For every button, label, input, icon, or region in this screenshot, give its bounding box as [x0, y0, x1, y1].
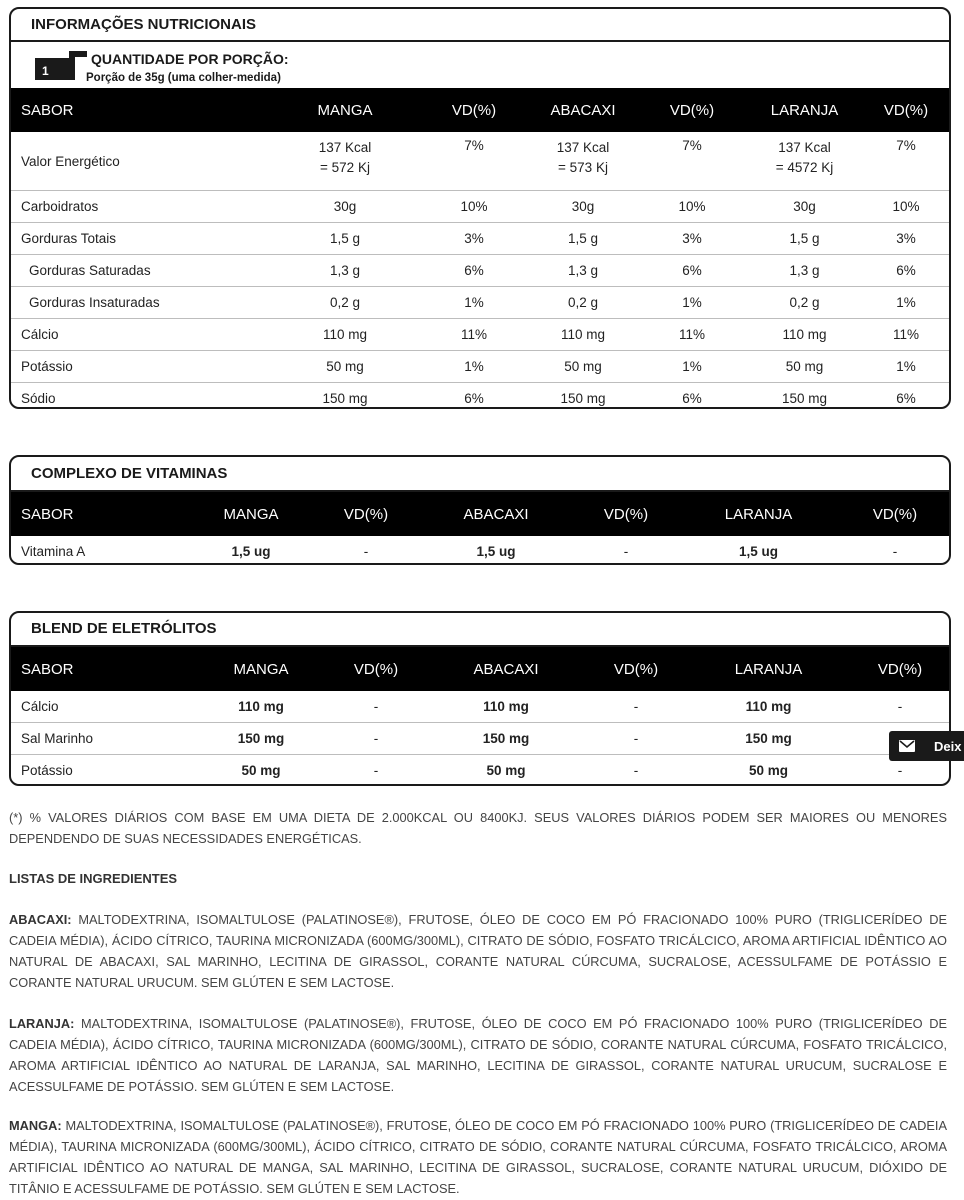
row-label: Gorduras Insaturadas [11, 287, 270, 319]
table-row [11, 383, 949, 410]
cell-vd: 7% [682, 138, 702, 153]
cell: 6% [420, 255, 528, 287]
cell: 11% [863, 319, 949, 351]
electrolytes-title: BLEND DE ELETRÓLITOS [11, 613, 949, 647]
cell: 1,3 g [528, 255, 638, 287]
header-abacaxi: ABACAXI [416, 492, 576, 536]
cell: 110 mg [483, 699, 529, 714]
cell: - [373, 699, 379, 714]
nutrition-card [9, 7, 951, 409]
header-manga: MANGA [186, 492, 316, 536]
cell: 1% [420, 351, 528, 383]
table-row [11, 287, 949, 319]
row-label: Valor Energético [21, 153, 120, 169]
cell: 1% [863, 287, 949, 319]
cell: 3% [420, 223, 528, 255]
ingredients-abacaxi-text: MALTODEXTRINA, ISOMALTULOSE (PALATINOSE®), FRUTOSE, ÓLEO DE COCO EM PÓ FRACIONADO 100% PURO (TRIGLICERÍDEO DE CADEIA MÉDIA), ÁCIDO CÍTRICO, TAURINA MICRONIZADA (600MG/300ML), CITRATO DE SÓDIO, FOSFATO TRICÁLCICO, AROMA ARTIFICIAL IDÊNTICO AO NATURAL DE ABACAXI, SAL MARINHO, LECITINA DE GIRASSOL, CORANTE NATURAL CÚRCUMA, SUCRALOSE, ACESSULFAME DE POTÁSSIO E CORANTE NATURAL URUCUM. SEM GLÚTEN E SEM LACTOSE. [9, 912, 947, 990]
cell: - [897, 699, 903, 714]
cell: 10% [638, 191, 746, 223]
cell: 11% [420, 319, 528, 351]
cell: 110 mg [746, 319, 863, 351]
feedback-tab-label: Deix [934, 738, 962, 754]
ingredients-manga-text: MALTODEXTRINA, ISOMALTULOSE (PALATINOSE®), FRUTOSE, ÓLEO DE COCO EM PÓ FRACIONADO 100% PURO (TRIGLICERÍDEO DE CADEIA MÉDIA), TAURINA MICRONIZADA (600MG/300ML), ÁCIDO CÍTRICO, CITRATO DE SÓDIO, CORANTE NATURAL CÚRCUMA, FOSFATO TRICÁLCICO, AROMA ARTIFICIAL IDÊNTICO AO NATURAL DE MANGA, SAL MARINHO, LECITINA DE GIRASSOL, SUCRALOSE, CORANTE NATURAL URUCUM, DIÓXIDO DE TITÂNIO E ACESSULFAME DE POTÁSSIO. SEM GLÚTEN E SEM LACTOSE. [9, 1118, 947, 1196]
cell: - [633, 699, 639, 714]
cell: - [851, 755, 949, 787]
header-sabor: SABOR [11, 647, 196, 691]
vitamins-title: COMPLEXO DE VITAMINAS [11, 457, 949, 492]
row-label: Gorduras Saturadas [11, 255, 270, 287]
row-label: Gorduras Totais [11, 223, 270, 255]
cell: - [363, 544, 369, 559]
cell: 110 mg [270, 319, 420, 351]
cell: 50 mg [746, 351, 863, 383]
header-vd: VD(%) [326, 647, 426, 691]
serving-title: QUANTIDADE POR PORÇÃO: [91, 51, 289, 67]
cell: 1,5 g [270, 223, 420, 255]
cell: 10% [863, 191, 949, 223]
cell: - [586, 723, 686, 755]
cell: 50 mg [270, 351, 420, 383]
row-label: Vitamina A [21, 544, 86, 559]
cell: - [586, 755, 686, 787]
cell: 6% [638, 383, 746, 410]
cell: 1,3 g [746, 255, 863, 287]
header-vd: VD(%) [841, 492, 949, 536]
cell-manga: 137 Kcal = 572 Kj [318, 140, 372, 175]
header-vd: VD(%) [316, 492, 416, 536]
table-row [11, 723, 949, 755]
cell: 1,5 g [528, 223, 638, 255]
cell: 150 mg [528, 383, 638, 410]
cell: 1,5 ug [738, 544, 778, 559]
row-label: Potássio [11, 755, 196, 787]
vitamins-table [11, 492, 949, 565]
cell: 6% [863, 383, 949, 410]
header-sabor: SABOR [11, 492, 186, 536]
cell: 110 mg [528, 319, 638, 351]
ingredients-laranja [9, 1013, 947, 1097]
row-label: Cálcio [11, 319, 270, 351]
table-row [11, 132, 949, 191]
table-row [11, 191, 949, 223]
cell: 1% [638, 351, 746, 383]
cell-laranja: 137 Kcal = 4572 Kj [775, 140, 834, 175]
cell: 1% [863, 351, 949, 383]
header-vd: VD(%) [576, 492, 676, 536]
cell: 150 mg [196, 723, 326, 755]
cell: 150 mg [270, 383, 420, 410]
cell: 150 mg [426, 723, 586, 755]
ingredients-abacaxi [9, 909, 947, 993]
footnote: (*) % VALORES DIÁRIOS COM BASE EM UMA DIETA DE 2.000KCAL OU 8400KJ. SEUS VALORES DIÁRIOS PODEM SER MAIORES OU MENORES DEPENDENDO DE SUAS NECESSIDADES ENERGÉTICAS. [9, 810, 947, 846]
table-header-row [11, 88, 949, 132]
cell: 6% [420, 383, 528, 410]
cell: - [326, 723, 426, 755]
cell: 30g [528, 191, 638, 223]
ingredients-laranja-text: MALTODEXTRINA, ISOMALTULOSE (PALATINOSE®), FRUTOSE, ÓLEO DE COCO EM PÓ FRACIONADO 100% PURO (TRIGLICERÍDEO DE CADEIA MÉDIA), ÁCIDO CÍTRICO, TAURINA MICRONIZADA (600MG/300ML), CITRATO DE SÓDIO, CORANTE NATURAL CÚRCUMA, FOSFATO TRICÁLCICO, AROMA ARTIFICIAL IDÊNTICO AO NATURAL DE LARANJA, SAL MARINHO, LECITINA DE GIRASSOL, CORANTE NATURAL URUCUM, SUCRALOSE E ACESSULFAME DE POTÁSSIO. SEM GLÚTEN E SEM LACTOSE. [9, 1016, 947, 1094]
cell: 110 mg [745, 699, 792, 714]
cell: 1,5 ug [476, 544, 516, 559]
cell: 0,2 g [528, 287, 638, 319]
cell: - [326, 755, 426, 787]
row-label: Sal Marinho [11, 723, 196, 755]
cell: 11% [638, 319, 746, 351]
cell: 50 mg [196, 755, 326, 787]
cell-vd: 7% [896, 138, 916, 153]
table-row [11, 319, 949, 351]
scoop-icon [31, 48, 89, 82]
header-vd: VD(%) [851, 647, 949, 691]
row-label: Carboidratos [11, 191, 270, 223]
cell: 1,5 g [746, 223, 863, 255]
cell: 3% [863, 223, 949, 255]
table-row [11, 223, 949, 255]
mail-icon [899, 740, 915, 752]
cell: 50 mg [686, 755, 851, 787]
cell: 1% [420, 287, 528, 319]
nutrition-title: INFORMAÇÕES NUTRICIONAIS [11, 9, 949, 42]
nutrition-table [11, 88, 949, 409]
cell: 0,2 g [270, 287, 420, 319]
header-abacaxi: ABACAXI [426, 647, 586, 691]
cell: 1% [638, 287, 746, 319]
cell: 30g [270, 191, 420, 223]
serving-subtitle: Porção de 35g (uma colher-medida) [86, 72, 281, 84]
cell: 30g [746, 191, 863, 223]
feedback-tab-button[interactable] [889, 731, 964, 761]
electrolytes-card [9, 611, 951, 786]
cell: - [623, 544, 629, 559]
ingredients-heading: LISTAS DE INGREDIENTES [9, 871, 178, 886]
cell: 110 mg [238, 699, 284, 714]
table-row [11, 755, 949, 787]
cell-abacaxi: 137 Kcal = 573 Kj [556, 140, 610, 175]
header-abacaxi: ABACAXI [528, 88, 638, 132]
ingredients-abacaxi-label: ABACAXI: [9, 912, 72, 927]
cell: 1,3 g [270, 255, 420, 287]
ingredients-manga [9, 1115, 947, 1199]
cell: 50 mg [426, 755, 586, 787]
scoop-number: 1 [42, 64, 49, 78]
row-label: Sódio [11, 383, 270, 410]
header-manga: MANGA [196, 647, 326, 691]
electrolytes-table [11, 647, 949, 786]
table-row [11, 351, 949, 383]
header-laranja: LARANJA [676, 492, 841, 536]
ingredients-manga-label: MANGA: [9, 1118, 62, 1133]
header-vd: VD(%) [638, 88, 746, 132]
header-vd: VD(%) [586, 647, 686, 691]
ingredients-laranja-label: LARANJA: [9, 1016, 75, 1031]
row-label: Cálcio [21, 699, 59, 714]
table-row [11, 536, 949, 565]
cell: 3% [638, 223, 746, 255]
cell: 6% [638, 255, 746, 287]
header-vd: VD(%) [863, 88, 949, 132]
cell: 150 mg [686, 723, 851, 755]
table-header-row [11, 647, 949, 691]
cell: - [892, 544, 898, 559]
header-manga: MANGA [270, 88, 420, 132]
table-row [11, 255, 949, 287]
cell: 10% [420, 191, 528, 223]
cell: 50 mg [528, 351, 638, 383]
cell: 6% [863, 255, 949, 287]
cell: 0,2 g [746, 287, 863, 319]
row-label: Potássio [11, 351, 270, 383]
header-laranja: LARANJA [686, 647, 851, 691]
header-laranja: LARANJA [746, 88, 863, 132]
vitamins-card [9, 455, 951, 565]
serving-info [11, 42, 949, 88]
table-header-row [11, 492, 949, 536]
cell: 1,5 ug [231, 544, 271, 559]
header-sabor: SABOR [11, 88, 270, 132]
table-row [11, 691, 949, 723]
cell: 150 mg [746, 383, 863, 410]
cell-vd: 7% [464, 138, 484, 153]
header-vd: VD(%) [420, 88, 528, 132]
